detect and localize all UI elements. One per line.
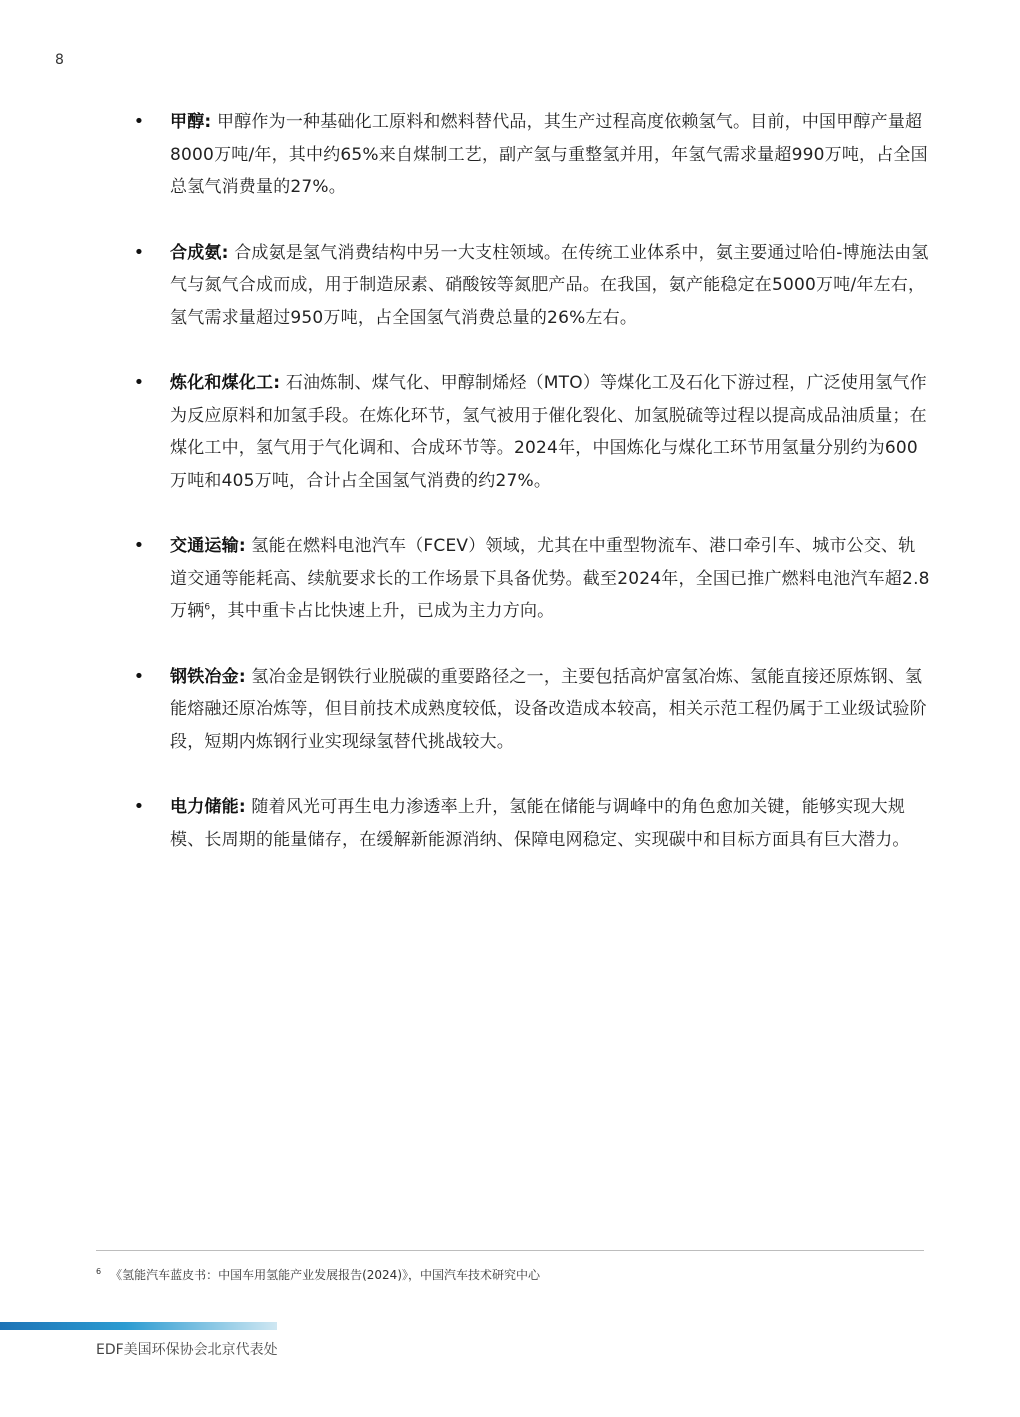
bullet-dot-icon: • <box>133 241 145 263</box>
footer-accent-bar <box>0 1322 277 1330</box>
bullet-list <box>132 106 932 889</box>
bullet-separator: : <box>238 666 246 687</box>
bullet-separator: : <box>204 112 212 132</box>
bullet-text: 随着风光可再生电力渗透率上升，氢能在储能与调峰中的角色愈加关键，能够实现大规模、长周期的能量储存，在缓解新能源消纳、保障电网稳定、实现碳中和目标方面具有巨大潜力。 <box>170 797 910 850</box>
bullet-separator: : <box>238 797 246 817</box>
bullet-text-continued: ，其中重卡占比快速上升，已成为主力方向。 <box>210 601 555 621</box>
footnote-mark: 6 <box>96 1267 102 1276</box>
bullet-title: 交通运输 <box>170 536 239 556</box>
footnote-divider <box>96 1250 924 1251</box>
bullet-item-methanol <box>132 106 932 204</box>
bullet-title: 炼化和煤化工 <box>170 373 274 393</box>
bullet-separator: : <box>238 536 246 556</box>
bullet-dot-icon: • <box>133 111 145 132</box>
bullet-text: 合成氨是氢气消费结构中另一大支柱领域。在传统工业体系中，氨主要通过哈伯-博施法由氢气与氮气合成而成，用于制造尿素、硝酸铵等氮肥产品。在我国，氨产能稳定在5000万吨/年左右，氢气需求量超过950万吨，占全国氢气消费总量的26%左右。 <box>170 242 929 328</box>
bullet-title: 电力储能 <box>170 797 239 817</box>
bullet-text: 甲醇作为一种基础化工原料和燃料替代品，其生产过程高度依赖氢气。目前，中国甲醇产量超8000万吨/年，其中约65%来自煤制工艺，副产氢与重整氢并用，年氢气需求量超990万吨，占全国总氢气消费量的27%。 <box>170 112 928 197</box>
bullet-item-refining-coal-chemical <box>132 367 932 497</box>
bullet-dot-icon: • <box>133 796 145 817</box>
bullet-separator: : <box>273 373 281 393</box>
bullet-dot-icon: • <box>133 665 145 687</box>
bullet-item-transportation <box>132 530 932 628</box>
footer-organization: EDF美国环保协会北京代表处 <box>96 1342 278 1358</box>
footnote-reference[interactable]: 6 <box>204 602 211 613</box>
page-number: 8 <box>55 52 64 68</box>
footnote <box>96 1266 540 1283</box>
bullet-title: 合成氨 <box>170 242 222 263</box>
bullet-separator: : <box>221 242 229 263</box>
bullet-text: 氢冶金是钢铁行业脱碳的重要路径之一，主要包括高炉富氢冶炼、氢能直接还原炼钢、氢能熔融还原冶炼等，但目前技术成熟度较低，设备改造成本较高，相关示范工程仍属于工业级试验阶段，短期内炼钢行业实现绿氢替代挑战较大。 <box>170 666 927 752</box>
bullet-title: 钢铁冶金 <box>170 666 239 687</box>
bullet-dot-icon: • <box>133 372 145 393</box>
bullet-item-steel-metallurgy <box>132 661 932 759</box>
bullet-title: 甲醇 <box>170 112 205 132</box>
bullet-text: 氢能在燃料电池汽车（FCEV）领域，尤其在中重型物流车、港口牵引车、城市公交、轨道交通等能耗高、续航要求长的工作场景下具备优势。截至2024年，全国已推广燃料电池汽车超2.8万辆 <box>170 536 930 621</box>
bullet-dot-icon: • <box>133 535 145 556</box>
footnote-text: 《氢能汽车蓝皮书：中国车用氢能产业发展报告(2024)》，中国汽车技术研究中心 <box>110 1268 540 1282</box>
bullet-text: 石油炼制、煤气化、甲醇制烯烃（MTO）等煤化工及石化下游过程，广泛使用氢气作为反应原料和加氢手段。在炼化环节，氢气被用于催化裂化、加氢脱硫等过程以提高成品油质量；在煤化工中，氢气用于气化调和、合成环节等。2024年，中国炼化与煤化工环节用氢量分别约为600万吨和405万吨，合计占全国氢气消费的约27%。 <box>170 373 927 491</box>
bullet-item-ammonia <box>132 237 932 335</box>
bullet-item-power-storage <box>132 791 932 856</box>
